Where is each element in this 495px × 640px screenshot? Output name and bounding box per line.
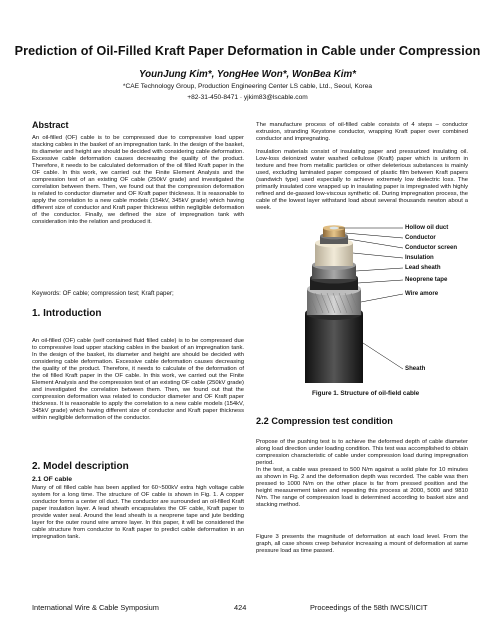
label-wire-amore: Wire amore: [405, 290, 439, 297]
intro-heading-wrap: [32, 310, 244, 317]
abstract-text: An oil-filled (OF) cable is to be compressed due to compressive load upper stacking cables in the basket of an impregnation tank. In the design of the basket, its diameter and height are should be decided with considering cable deformation. Excessive cable deformation causes decreasing the quality of the product. Therefore, it needs to be calculated deformation of the oil filled Kraft paper in the OF cable. In this work, we carried out the Finite Element Analysis and the compression test of an existing OF cable (250kV grade) and investigated the correlation between them. Then, we found out that the compression deformation is related to conductor diameter and OF Kraft paper thickness. It is reasonable to apply the correlation to a new cable models (154kV, 345kV grade) which having different size of conductor and Kraft paper thickness within negligible deformation of the conductor. Finally, we defined the size of impregnation tank with consideration into the relation and produced it.: [32, 135, 244, 225]
oil-duct: [330, 227, 339, 230]
footer-right: Proceedings of the 58th IWCS/IICIT: [310, 603, 428, 612]
paper-contact: +82-31-450-8471 · yjkim83@lscable.com: [187, 94, 308, 101]
label-lead-sheath: Lead sheath: [405, 264, 441, 271]
model-heading-wrap: [32, 463, 244, 470]
right-intro-p1: The manufacture process of oil-filled cable consists of 4 steps – conductor extrusion, stranding Keystone conductor, wrapping Kraft paper over combined conductor and impregnating.: [256, 122, 468, 142]
page-number: 424: [234, 603, 247, 612]
test-p2: In the test, a cable was pressed to 500 N/m against a solid plate for 10 minutes as shown in Fig. 2 and the deformation depth was recorded. The cable was then pressed to 1000 N/m on the other place is far from pressed position and the height measurement taken and repeating this process at 2000, 5000 and 9810 N/m. The range of compression load is determined according to basket size and stacking method.: [256, 467, 468, 508]
label-neoprene-tape: Neoprene tape: [405, 276, 448, 283]
label-insulation: Insulation: [405, 254, 434, 261]
test-heading: 2.2 Compression test condition: [256, 416, 393, 426]
ofcable-subheading: 2.1 OF cable: [32, 476, 73, 483]
model-text: Many of oil filled cable has been applied for 60~500kV extra high voltage cable system for a long time. The structure of OF cable is shown in Fig. 1. A copper conductor forms a center oil duct. The conductor are surrounded an oil-filled Kraft paper insulation layer. A lead sheath encapsulates the OF cable, Kraft paper to provide water seal. Around the lead sheath is a neoprene tape and jute bedding layer for the outer round wire amore layer. In this paper, it will be considered the cable structure from conductor to Kraft paper to predict cable deformation in an impregnation tank.: [32, 485, 244, 540]
footer-left: International Wire & Cable Symposium: [32, 603, 159, 612]
paper-authors: YounJung Kim*, YongHee Won*, WonBea Kim*: [139, 69, 356, 80]
test-heading-wrap: [256, 418, 468, 425]
paper-affiliation: *CAE Technology Group, Production Engineering Center LS cable, Ltd., Seoul, Korea: [122, 83, 373, 90]
ofcable-subheading-wrap: [32, 476, 244, 483]
test-p1: Propose of the pushing test is to achieve the deformed depth of cable diameter along load direction under loading condition. This test was accomplished to obtain compression characteristic of cable under compression load during impregnation period.: [256, 439, 468, 466]
test-p3: Figure 3 presents the magnitude of deformation at each load level. From the graph, all case shows creep behavior increasing a mount of deformation at same pressure load as time passed.: [256, 534, 468, 554]
label-sheath: Sheath: [405, 365, 426, 372]
label-conductor: Conductor: [405, 234, 436, 241]
abstract-section: [32, 122, 244, 226]
figure-caption: Figure 1. Structure of oil-field cable: [312, 390, 420, 397]
cable-structure-drawing: [299, 223, 494, 383]
abstract-heading: Abstract: [32, 120, 69, 130]
keywords: Keywords: OF cable; compression test; Kraft paper;: [32, 290, 174, 297]
paper-title: Prediction of Oil-Filled Kraft Paper Deformation in Cable under Compression: [14, 44, 481, 58]
label-hollow-oil-duct: Hollow oil duct: [405, 224, 449, 231]
label-conductor-screen: Conductor screen: [405, 244, 458, 251]
right-intro-p2: Insulation materials consist of insulating paper and pressurized insulating oil. Low-loss deionized water washed cellulose (Kraft) paper which is uniform in texture and free from metallic particles or other deleterious substances is mainly used, excluding laminated paper composed of plastic film between Kraft papers (sandwich type) used especially to achieve extremely low dielectric loss. The primarily insulated core wrapped up in insulating paper is impregnated with highly refined and de-gassed low-viscous synthetic oil. During impregnation process, the cable of the lowest layer withstand load about several thousands newton about a week.: [256, 149, 468, 211]
cable-structure-figure: [299, 223, 494, 383]
sheath-layer: [305, 313, 363, 383]
intro-text: An oil-filled (OF) cable (self contained fluid filled cable) is to be compressed due to compressive load upper stacking cables in the basket of an impregnation tank. In the design of the basket, its diameter and height are should be decided with considering cable deformation. Excessive cable deformation causes decreasing the quality of the product. Therefore, it needs to calculate of the deformation of the oil filled Kraft paper in the OF cable. In this work, we carried out the Finite Element Analysis and the compression test of an existing OF cable (250kV grade) and investigated the correlation between them. Then, we found out that the compression deformation was related to conductor diameter and OF Kraft paper thickness. It is reasonable to apply the correlation to a new cable models (154kV, 345kV grade) which having different size of conductor and Kraft paper thickness within negligible deformation of the conductor.: [32, 338, 244, 421]
model-heading: 2. Model description: [32, 461, 129, 472]
intro-heading: 1. Introduction: [32, 308, 102, 319]
